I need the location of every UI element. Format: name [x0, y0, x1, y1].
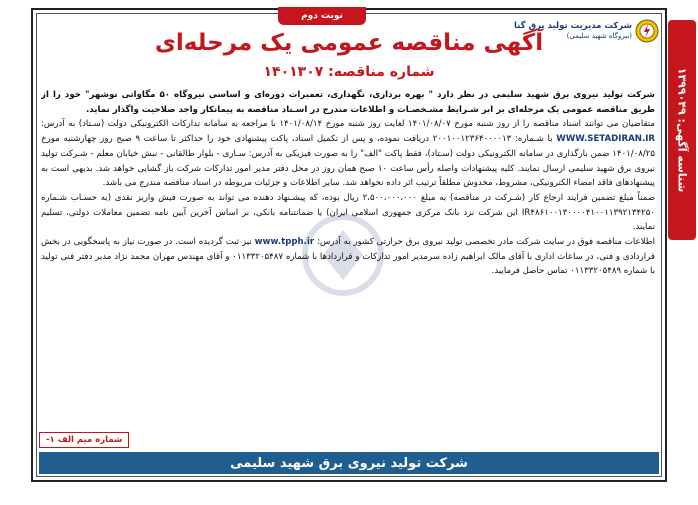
paragraph-documents [41, 117, 655, 191]
ad-frame [31, 8, 667, 482]
ad-id-label [668, 20, 696, 240]
paragraph-intro [41, 88, 655, 117]
contact-text-b: نیز ثبت گردیده است. در صورت نیاز به پاسخگویی در بخش قراردادی و فنی، در ساعات اداری با آقای مالک ابراهیم زاده سرمدیر امور تدارکات و قراردادها با شماره ۰۱۱۳۳۲۰۵۴۸۷ و آقای مهندس مهران محمد نژاد مدیر دفتر فنی تولید با شماره ۰۱۱۳۳۲۰۵۴۸۹ تماس حاصل فرمایید. [41, 237, 655, 277]
paragraph-guarantee [41, 191, 655, 235]
documents-text-a: متقاضیان می توانند اسناد مناقصه را از روز شنبه مورخ ۱۴۰۱/۰۸/۰۷ لغایت روز شنبه مورخ ۱۴۰۱/۰۸/۱۴ با مراجعه به سامانه تدارکات الکترونیکی دولت (سـتاد) به آدرس: [41, 119, 655, 130]
logo-company-name: شرکت مدیریت تولید برق گنا [513, 21, 632, 32]
ad-body [41, 88, 655, 428]
tpph-link[interactable]: www.tpph.ir [254, 237, 315, 248]
documents-text-b: با شـماره: ۲۰۰۱۰۰۱۲۳۶۴۰۰۰۰۱۳ دریافت نموده، و پس از تکمیل اسناد، پاکت پیشنهادی خود را حداکثر تا ساعت ۹ صبح روز چهارشنبه مورخ ۱۴۰۱/۰۸/۲۵ ضمن بارگذاری در سامانه الکترونیکی دولت (سـتاد)، فقط پاکت "الف" را به صورت فیزیکی به آدرس: سـاری - بلوار طالقانی - نبش خیابان معلم - شـرکت تولید نیروی برق شهید سلیمی ارسال نمایند. کلیه پیشنهادات واصله رأس ساعت ۱۰ صبح همان روز در محل دفتر مدیر امور تدارکات شرکت باز گشایی خواهد شد. بدیهی است به پیشنهادهای فاقد امضاء الکترونیکی، مشروط، مخدوش مطلقاً ترتیب اثر داده نخواهد شد. سایر اطلاعات و جزئیات مربوطه در اسناد مناقصه مندرج می باشد. [41, 134, 655, 189]
logo-plant-name: (نیروگاه شهید سلیمی) [566, 31, 632, 40]
setad-link[interactable]: WWW.SETADIRAN.IR [556, 134, 655, 145]
contact-text-a: اطلاعات مناقصه فوق در سایت شرکت مادر تخصصی تولید نیروی برق حرارتی کشور به آدرس: [316, 237, 655, 248]
paragraph-intro-text: شرکت تولید نیروی برق شهید سلیمی در نظر دارد " بهره برداری، نگهداری، تعمیرات دوره‌ای و اساسی نیروگاه ۵۰ مگاواتی نوشهر" خود را از طریق مناقصه عمومی یک مرحله‌ای بر ابر شـرایط مشـخصـات و اطلاعات مندرج در اسـناد مناقصه به پیمانکار واجد صلاحیت واگذار نماید. [41, 90, 655, 115]
tender-number: شماره مناقصه: ۱۴۰۱۳۰۷ [263, 64, 435, 80]
round-badge: نوبت دوم [278, 7, 366, 25]
paragraph-contact [41, 235, 655, 279]
reference-number: شماره میم الف ۱- [39, 432, 129, 448]
ad-id-text: شناسه آگهی: ۱۳۹۹۰۴۹ [675, 67, 689, 193]
ad-title: آگهی مناقصه عمومی یک مرحله‌ای [154, 30, 544, 56]
guarantee-text: ضمناً مبلغ تضمین فرایند ارجاع کار (شـرکت در مناقصه) به مبلغ ۲،۵۰۰،۰۰۰،۰۰۰ ریال بوده، که پیشـنهاد دهنده می تواند به صورت فیش واریز نقدی (به حسـاب شـماره IR۴۸۶۱۰۰۱۳۰۰۰۰۴۱۰۰۱۱۳۹۲۱۳۴۲۵۰ این شرکت نزد بانک مرکزی جمهوری اسلامی ایران) یا ضمانتنامه بانکی، بر اساس آخرین آیین نامه تضمین معاملات دولتی، تسلیم نمایند. [41, 192, 655, 233]
footer-company-name: شرکت تولید نیروی برق شهید سلیمی [39, 452, 659, 474]
